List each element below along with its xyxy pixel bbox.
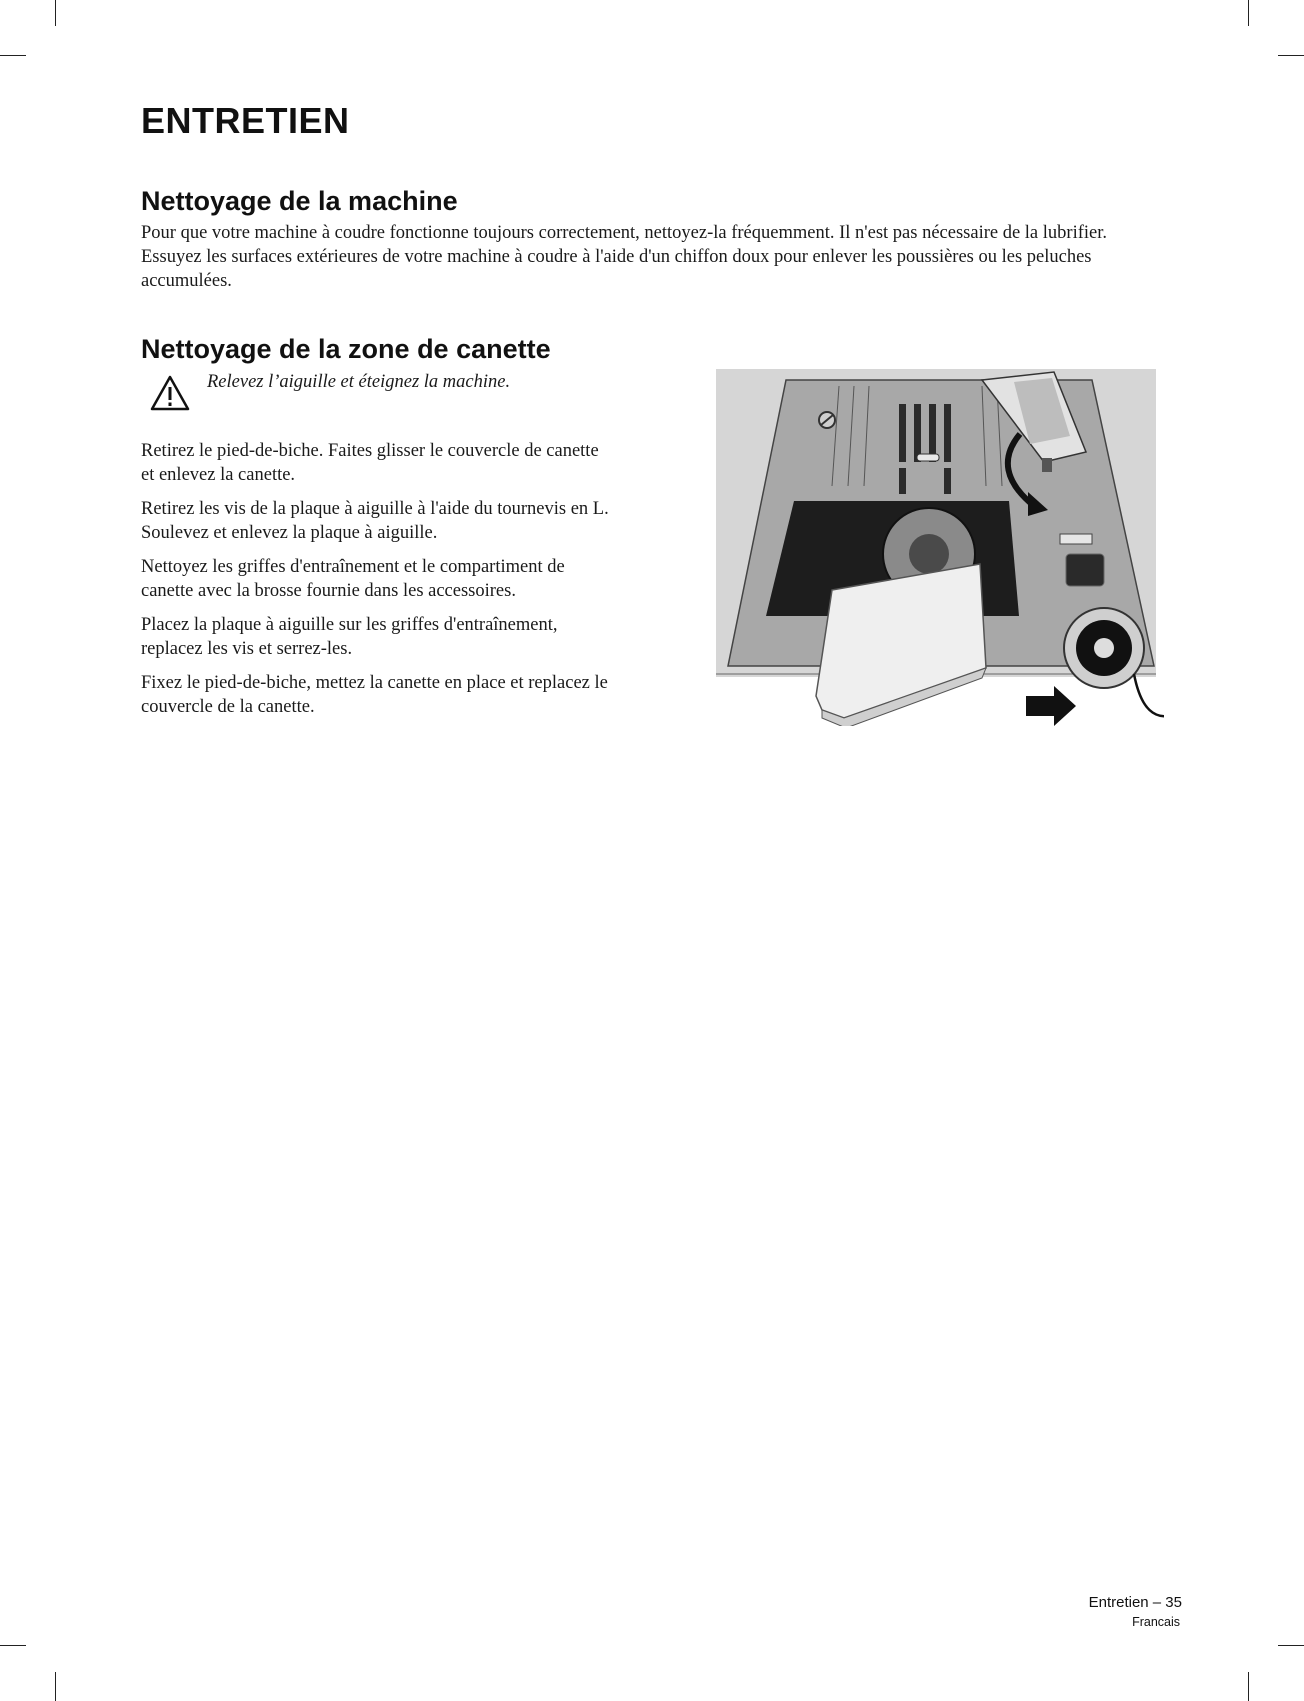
arrow-right-icon bbox=[1026, 686, 1076, 726]
bobbin-area-illustration bbox=[714, 366, 1164, 726]
bobbin-icon bbox=[1064, 608, 1144, 688]
step-1-line-2: et enlevez la canette. bbox=[141, 465, 296, 485]
warning-triangle-icon bbox=[150, 375, 190, 411]
warning-note bbox=[150, 369, 650, 415]
bobbin-cover bbox=[816, 564, 986, 726]
step-4-line-2: replacez les vis et serrez-les. bbox=[141, 639, 353, 659]
crop-mark bbox=[1248, 1672, 1249, 1701]
section-heading-bobbin: Nettoyage de la zone de canette bbox=[141, 334, 551, 364]
page-title: ENTRETIEN bbox=[141, 100, 350, 141]
paragraph-line: Pour que votre machine à coudre fonctionne toujours correctement, nettoyez-la fréquemment. Il n'est pas nécessaire de la lubrifier. bbox=[141, 223, 1107, 243]
footer-language: Francais bbox=[1132, 1615, 1180, 1629]
step-2-line-1: Retirez les vis de la plaque à aiguille à l'aide du tournevis en L. bbox=[141, 499, 609, 519]
step-5-line-2: couvercle de la canette. bbox=[141, 697, 315, 717]
step-1-line-1: Retirez le pied-de-biche. Faites glisser le couvercle de canette bbox=[141, 441, 599, 461]
crop-mark bbox=[1248, 0, 1249, 26]
crop-mark bbox=[0, 1645, 26, 1646]
warning-text: Relevez l’aiguille et éteignez la machine. bbox=[207, 372, 511, 392]
crop-mark bbox=[55, 0, 56, 26]
paragraph-line: Essuyez les surfaces extérieures de votre machine à coudre à l'aide d'un chiffon doux pour enlever les poussières ou les peluches bbox=[141, 247, 1092, 267]
crop-mark bbox=[0, 55, 26, 56]
step-3-line-2: canette avec la brosse fournie dans les accessoires. bbox=[141, 581, 516, 601]
crop-mark bbox=[1278, 55, 1304, 56]
crop-mark bbox=[1278, 1645, 1304, 1646]
step-4-line-1: Placez la plaque à aiguille sur les griffes d'entraînement, bbox=[141, 615, 558, 635]
crop-mark bbox=[55, 1672, 56, 1701]
section-heading-machine: Nettoyage de la machine bbox=[141, 186, 458, 216]
paragraph-line: accumulées. bbox=[141, 271, 232, 291]
step-3-line-1: Nettoyez les griffes d'entraînement et le compartiment de bbox=[141, 557, 565, 577]
footer-page-label: Entretien – 35 bbox=[1088, 1594, 1182, 1611]
step-2-line-2: Soulevez et enlevez la plaque à aiguille. bbox=[141, 523, 438, 543]
step-5-line-1: Fixez le pied-de-biche, mettez la canette en place et replacez le bbox=[141, 673, 608, 693]
